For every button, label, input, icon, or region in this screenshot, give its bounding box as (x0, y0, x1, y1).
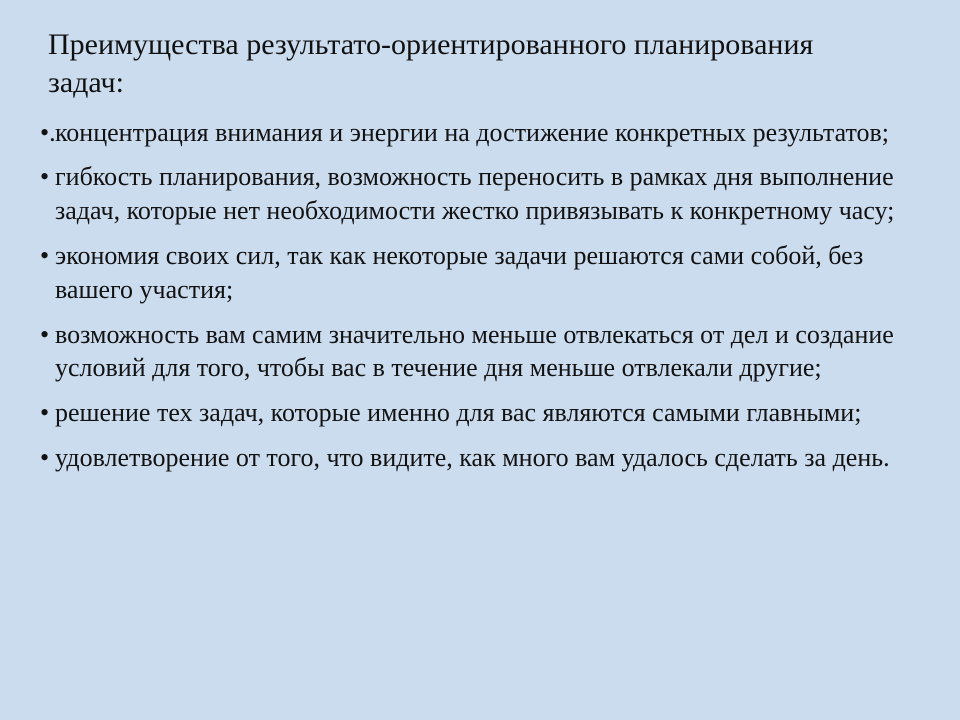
bullet-list (34, 116, 926, 475)
list-item (40, 239, 916, 307)
list-item (40, 318, 916, 386)
list-item (40, 441, 916, 475)
list-item-text: удовлетворение от того, что видите, как много вам удалось сделать за день. (55, 442, 890, 472)
list-item-text: концентрация внимания и энергии на достижение конкретных результатов; (55, 117, 889, 147)
list-item (40, 160, 916, 228)
list-item-text: решение тех задач, которые именно для вас являются самыми главными; (55, 398, 862, 428)
list-item-text: возможность вам самим значительно меньше отвлекаться от дел и создание условий для того, чтобы вас в течение дня меньше отвлекали другие; (55, 319, 894, 383)
bullet-marker-icon: •. (40, 117, 56, 147)
list-item-text: экономия своих сил, так как некоторые задачи решаются сами собой, без вашего участия; (55, 240, 864, 304)
bullet-marker-icon: • (40, 398, 50, 428)
list-item (40, 116, 916, 150)
page-title: Преимущества результато-ориентированного планирования задач: (48, 28, 814, 99)
bullet-marker-icon: • (40, 162, 50, 192)
bullet-marker-icon: • (40, 319, 50, 349)
list-item-text: гибкость планирования, возможность переносить в рамках дня выполнение задач, которые нет необходимости жестко привязывать к конкретному часу; (55, 162, 895, 226)
bullet-marker-icon: • (40, 240, 50, 270)
bullet-marker-icon: • (40, 442, 50, 472)
list-item (40, 396, 916, 430)
